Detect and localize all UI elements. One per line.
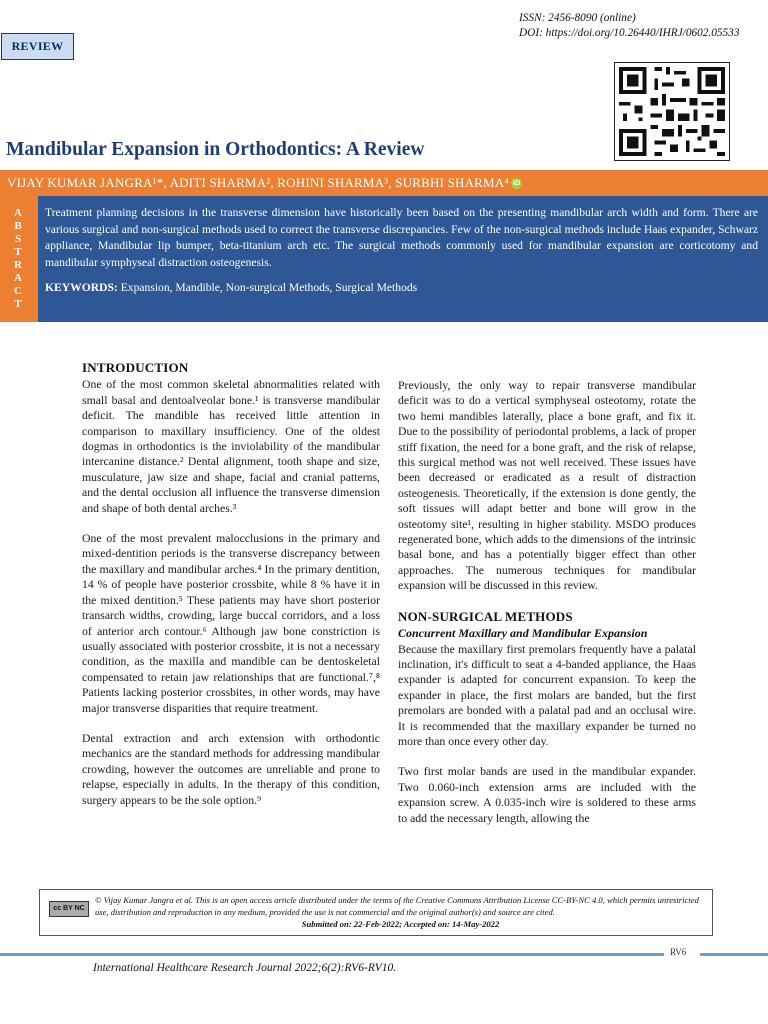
intro-paragraph-3: Dental extraction and arch extension with orthodontic mechanics are the standard methods for addressing mandibular crowding, however the outcomes are unreliable and prone to relapse, especially in adults. In the therapy of this condition, surgery appears to be the sole option.⁹ — [82, 731, 380, 807]
license-text: © Vijay Kumar Jangra et al. This is an open access article distributed under the terms of the Creative Commons Attribution License CC-BY-NC 4.0, which permits unrestricted use, distribution and reproduction in any medium, provided the use is not commercial and the original author(s) and source are cited. — [95, 895, 699, 917]
left-column — [82, 360, 380, 808]
cc-by-nc-icon[interactable]: cc BY NC — [49, 901, 89, 917]
abstract-text: Treatment planning decisions in the transverse dimension have historically been based on the presenting mandibular arch width and form. There are various surgical and non-surgical methods used to correct the transverse discrepancies. Few of the non-surgical methods include Haas expander, Schwarz appliance, Mandibular lip bumper, beta-titanium arch etc. The surgical methods commonly used for mandibular expansion are corticotomy and mandibular symphyseal distraction osteogenesis. — [45, 206, 758, 269]
non-surgical-heading: NON-SURGICAL METHODS — [398, 608, 573, 624]
abstract-letter: A — [14, 272, 22, 284]
concurrent-expansion-subheading: Concurrent Maxillary and Mandibular Expansion — [398, 626, 648, 641]
license-box — [39, 889, 713, 936]
abstract-letter: C — [14, 285, 22, 297]
footer-divider — [0, 953, 664, 956]
author-list: VIJAY KUMAR JANGRA¹*, ADITI SHARMA², ROHINI SHARMA³, SURBHI SHARMA⁴ — [7, 175, 510, 190]
right-paragraph-2: Because the maxillary first premolars frequently have a palatal inclination, it's difficult to seat a 4-banded appliance, the Haas expander is adapted for concurrent expansion. To keep the expander in place, the first molars are banded, but the first premolars are bonded with a palatal pad and an occlusal wire. It is recommended that the maxillary expander be turned no more than once every other day. — [398, 642, 696, 748]
issn-text: ISSN: 2456-8090 (online) — [519, 12, 636, 24]
qr-code-icon — [614, 62, 730, 161]
abstract-section — [0, 196, 768, 322]
right-paragraph-1: Previously, the only way to repair transverse mandibular deficit was to do a vertical symphyseal osteotomy, rotate the two hemi mandibles laterally, place a bone graft, and fix it. Due to the possibility of periodontal problems, a lack of proper stiff fixation, the need for a bone graft, and the risk of relapse, this surgical method was not well received. These issues have been decreased or eradicated as a result of distraction osteogenesis. Theoretically, if the extension is done gently, the soft tissues will adapt better and bone will grow in the osteotomy site¹, resulting in higher stability. MSDO produces regenerated bone, which adds to the dimensions of the intrinsic basal bone, and has a potentially bigger effect than other approaches. The numerous techniques for mandibular expansion will be discussed in this review. — [398, 379, 696, 593]
keywords-line — [45, 280, 758, 297]
right-column — [398, 378, 696, 826]
intro-paragraph-1: One of the most common skeletal abnormalities related with small basal and dentoalveolar bone.¹ is transverse mandibular deficit. The mandible has received little attention in comparison to maxillary insufficiency. One of the oldest dogmas in orthodontics is the inviolability of the mandibular intercanine distance.² Dental alignment, tooth shape and size, musculature, jaw size and shape, facial and cranial patterns, and the dental occlusion all influence the transverse dimension and shape of both dental arches.³ — [82, 378, 380, 515]
orcid-icon[interactable]: iD — [512, 179, 521, 187]
doi-link[interactable]: DOI: https://doi.org/10.26440/IHRJ/0602.05533 — [519, 27, 740, 39]
abstract-letter: T — [14, 298, 22, 310]
abstract-letter: S — [14, 233, 22, 245]
abstract-letter: A — [14, 207, 22, 219]
abstract-body — [38, 196, 768, 322]
intro-paragraph-2: One of the most prevalent malocclusions in the primary and mixed-dentition periods is the transverse discrepancy between the maxillary and mandibular arches.⁴ In the primary dentition, 14 % of people have posterior crossbite, while 8 % have it in the mixed dentition.⁵ These patients may have short posterior transarch widths, crowding, large buccal corridors, and a loss of anterior arch contour.⁶ Although jaw bone constriction is usually associated with posterior crossbite, it is not a necessary condition, as the maxilla and mandible can be dentoskeletal compensated to retain jaw relationships that are functional.⁷,⁸ Patients lacking posterior crossbites, in other words, may have major transverse disparities that require treatment. — [82, 532, 380, 715]
right-paragraph-3: Two first molar bands are used in the mandibular expander. Two 0.060-inch extension arms are included with the expansion screw. A 0.035-inch wire is soldered to these arms to add the necessary length, allowing the — [398, 765, 696, 825]
introduction-heading: INTRODUCTION — [82, 360, 189, 375]
submission-dates: Submitted on: 22-Feb-2022; Accepted on: 14-May-2022 — [301, 919, 500, 929]
page-number: RV6 — [670, 947, 687, 957]
article-title: Mandibular Expansion in Orthodontics: A Review — [6, 139, 425, 160]
abstract-letter: T — [14, 246, 22, 258]
issn-doi-block — [519, 11, 739, 41]
author-bar — [0, 170, 768, 196]
review-badge: REVIEW — [1, 33, 74, 60]
abstract-vertical-label — [0, 196, 38, 322]
keywords-label: KEYWORDS: — [45, 281, 118, 294]
abstract-letter: R — [14, 259, 22, 271]
abstract-letter: B — [14, 220, 22, 232]
footer-divider-right — [700, 953, 768, 956]
keywords-text: Expansion, Mandible, Non-surgical Methods, Surgical Methods — [117, 281, 418, 294]
footer-journal-citation: International Healthcare Research Journal 2022;6(2):RV6-RV10. — [93, 962, 397, 974]
